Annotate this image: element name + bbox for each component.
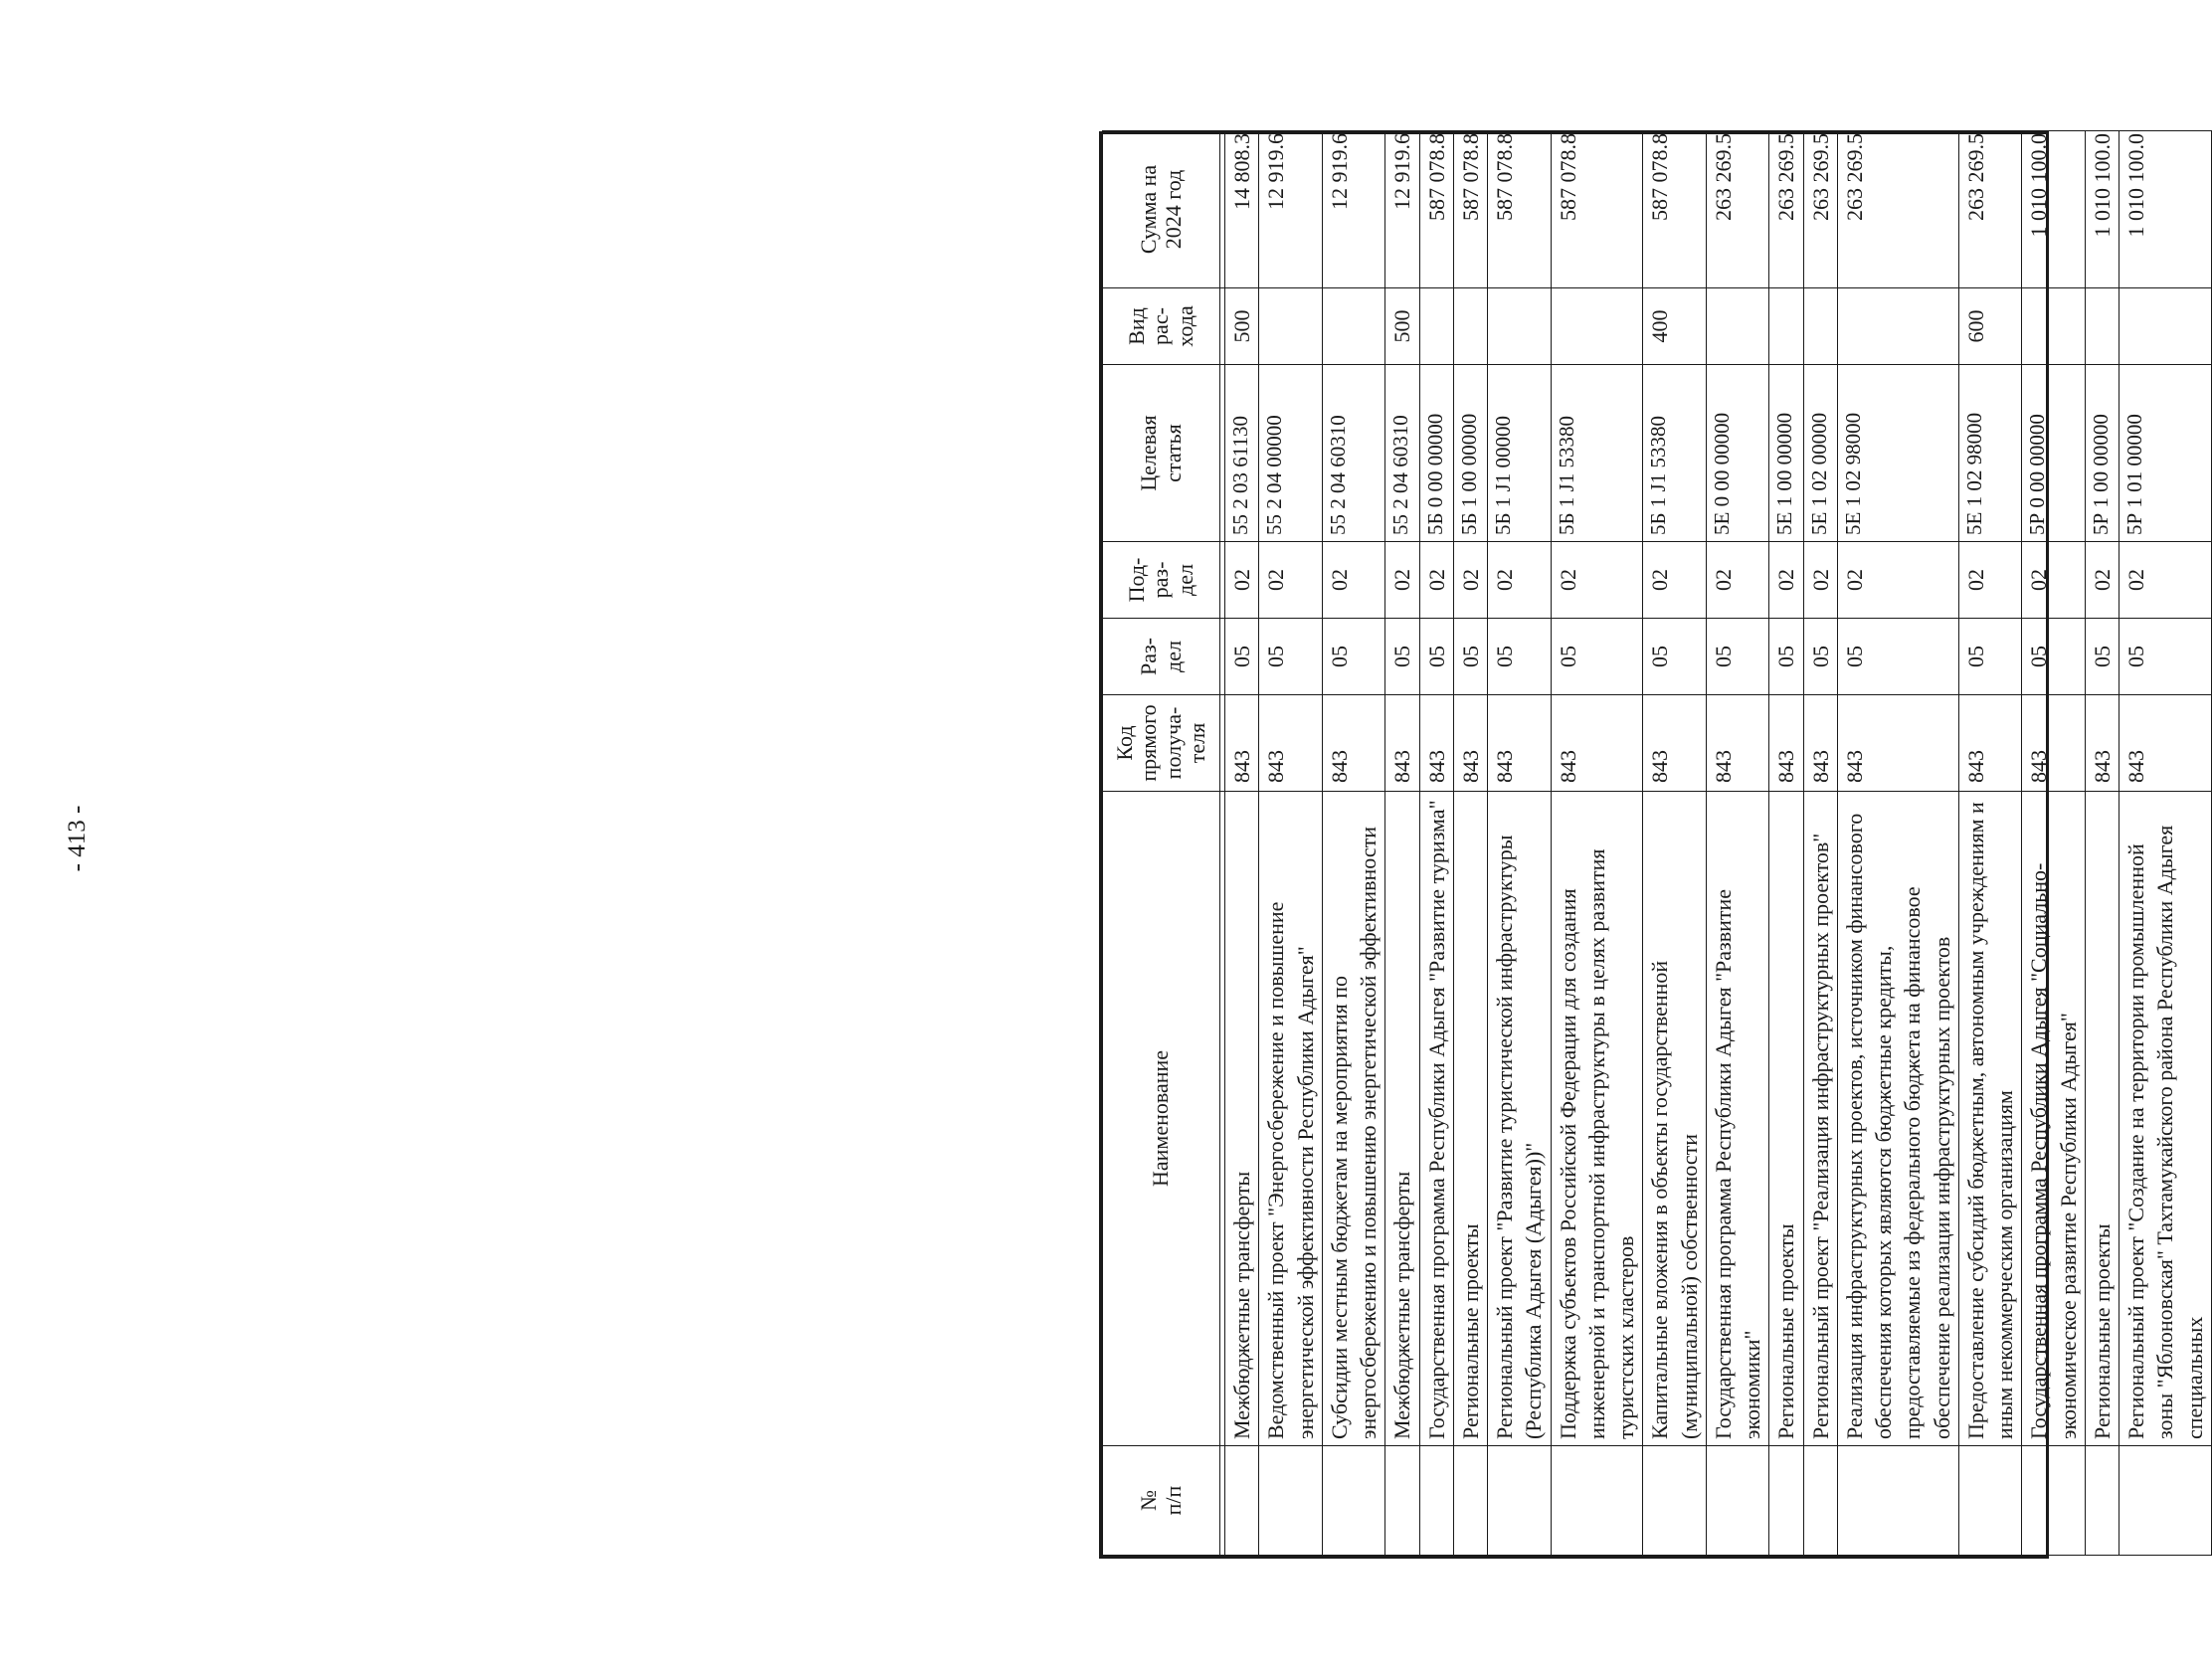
row-subsection: 02: [1385, 542, 1419, 619]
row-recipient-code: 843: [2120, 695, 2212, 792]
row-number: [1769, 1446, 1803, 1556]
budget-table-frame: [1099, 131, 2207, 1559]
row-subsection: 02: [1259, 542, 1323, 619]
row-expense-type: [1551, 288, 1643, 365]
row-subsection: 02: [1958, 542, 2022, 619]
row-sum: 263 269.5: [1803, 131, 1837, 288]
row-recipient-code: 843: [2022, 695, 2086, 792]
table-header-row: [1103, 131, 1220, 1556]
row-target-article: 5Б 1 J1 00000: [1488, 365, 1552, 542]
row-name: Реализация инфраструктурных проектов, источником финансового обеспечения которых являются бюджетные кредиты, предоставляемые из федерального бюджета на финансовое обеспечение реализации инфраструктурных проектов: [1837, 792, 1958, 1446]
row-expense-type: [1259, 288, 1323, 365]
row-expense-type: [1419, 288, 1453, 365]
row-target-article: 5Р 1 01 00000: [2120, 365, 2212, 542]
row-recipient-code: 843: [1837, 695, 1958, 792]
row-number: [1385, 1446, 1419, 1556]
row-expense-type: [1803, 288, 1837, 365]
row-sum: 1 010 100.0: [2085, 131, 2119, 288]
row-subsection: 02: [1551, 542, 1643, 619]
row-name: Субсидии местным бюджетам на мероприятия по энергосбережению и повышению энергетической эффективности: [1322, 792, 1385, 1446]
row-recipient-code: 843: [1551, 695, 1643, 792]
row-sum: 263 269.5: [1769, 131, 1803, 288]
row-name: Межбюджетные трансферты: [1225, 792, 1259, 1446]
row-recipient-code: 843: [1259, 695, 1323, 792]
row-number: [2085, 1446, 2119, 1556]
row-section: 05: [2085, 619, 2119, 695]
table-row: [1259, 131, 1323, 1556]
row-name: Капитальные вложения в объекты государственной (муниципальной) собственности: [1643, 792, 1707, 1446]
row-section: 05: [1958, 619, 2022, 695]
row-sum: 1 010 100.0: [2022, 131, 2086, 288]
row-subsection: 02: [2120, 542, 2212, 619]
row-recipient-code: 843: [1769, 695, 1803, 792]
row-subsection: 02: [1488, 542, 1552, 619]
row-section: 05: [1419, 619, 1453, 695]
row-section: 05: [1643, 619, 1707, 695]
row-section: 05: [1259, 619, 1323, 695]
row-section: 05: [1488, 619, 1552, 695]
row-target-article: 5Б 1 00 00000: [1453, 365, 1487, 542]
row-name: Предоставление субсидий бюджетным, автономным учреждениям и иным некоммерческим организациям: [1958, 792, 2022, 1446]
row-subsection: 02: [2085, 542, 2119, 619]
row-name: Региональный проект "Реализация инфраструктурных проектов": [1803, 792, 1837, 1446]
row-recipient-code: 843: [2085, 695, 2119, 792]
table-row: [1706, 131, 1769, 1556]
row-expense-type: 600: [1958, 288, 2022, 365]
row-sum: 263 269.5: [1706, 131, 1769, 288]
row-section: 05: [1225, 619, 1259, 695]
row-number: [1643, 1446, 1707, 1556]
row-target-article: 5Е 1 02 98000: [1958, 365, 2022, 542]
row-expense-type: 500: [1385, 288, 1419, 365]
row-recipient-code: 843: [1225, 695, 1259, 792]
row-section: 05: [1803, 619, 1837, 695]
table-row: [2120, 131, 2212, 1556]
row-recipient-code: 843: [1385, 695, 1419, 792]
table-row: [1769, 131, 1803, 1556]
row-section: 05: [1385, 619, 1419, 695]
row-target-article: 5Р 0 00 00000: [2022, 365, 2086, 542]
row-section: 05: [1769, 619, 1803, 695]
row-subsection: 02: [1419, 542, 1453, 619]
row-number: [1958, 1446, 2022, 1556]
row-number: [1225, 1446, 1259, 1556]
row-number: [2022, 1446, 2086, 1556]
row-expense-type: [2022, 288, 2086, 365]
row-number: [1551, 1446, 1643, 1556]
row-sum: 263 269.5: [1958, 131, 2022, 288]
row-recipient-code: 843: [1419, 695, 1453, 792]
row-expense-type: [1453, 288, 1487, 365]
row-target-article: 5Б 1 J1 53380: [1643, 365, 1707, 542]
row-target-article: 5Б 1 J1 53380: [1551, 365, 1643, 542]
row-expense-type: [1706, 288, 1769, 365]
table-row: [2022, 131, 2086, 1556]
header-recipient-code: Код прямого получа- теля: [1103, 695, 1220, 792]
row-sum: 12 919.6: [1259, 131, 1323, 288]
table-row: [1385, 131, 1419, 1556]
row-name: Региональные проекты: [1453, 792, 1487, 1446]
row-sum: 587 078.8: [1643, 131, 1707, 288]
row-recipient-code: 843: [1958, 695, 2022, 792]
row-expense-type: [2120, 288, 2212, 365]
row-target-article: 5Е 1 00 00000: [1769, 365, 1803, 542]
row-recipient-code: 843: [1643, 695, 1707, 792]
row-sum: 14 808.3: [1225, 131, 1259, 288]
row-target-article: 5Р 1 00 00000: [2085, 365, 2119, 542]
row-sum: 587 078.8: [1551, 131, 1643, 288]
row-recipient-code: 843: [1803, 695, 1837, 792]
table-row: [1803, 131, 1837, 1556]
row-recipient-code: 843: [1706, 695, 1769, 792]
table-row: [1551, 131, 1643, 1556]
table-row: [1322, 131, 1385, 1556]
row-number: [1706, 1446, 1769, 1556]
row-target-article: 55 2 04 60310: [1385, 365, 1419, 542]
row-number: [1322, 1446, 1385, 1556]
row-expense-type: [1769, 288, 1803, 365]
row-section: 05: [1453, 619, 1487, 695]
row-target-article: 5Е 0 00 00000: [1706, 365, 1769, 542]
row-sum: 587 078.8: [1419, 131, 1453, 288]
row-number: [2120, 1446, 2212, 1556]
row-target-article: 55 2 03 61130: [1225, 365, 1259, 542]
row-name: Ведомственный проект "Энергосбережение и повышение энергетической эффективности Республики Адыгея": [1259, 792, 1323, 1446]
row-recipient-code: 843: [1322, 695, 1385, 792]
row-target-article: 55 2 04 60310: [1322, 365, 1385, 542]
row-sum: 12 919.6: [1385, 131, 1419, 288]
row-name: Региональный проект "Развитие туристической инфраструктуры (Республика Адыгея (Адыгея))": [1488, 792, 1552, 1446]
header-section: Раз- дел: [1103, 619, 1220, 695]
row-number: [1419, 1446, 1453, 1556]
row-subsection: 02: [1706, 542, 1769, 619]
row-section: 05: [1322, 619, 1385, 695]
row-name: Региональный проект "Создание на территории промышленной зоны "Яблоновская" Тахтамукайского района Республики Адыгея специальных: [2120, 792, 2212, 1446]
row-target-article: 55 2 04 00000: [1259, 365, 1323, 542]
row-subsection: 02: [1322, 542, 1385, 619]
row-target-article: 5Е 1 02 98000: [1837, 365, 1958, 542]
row-sum: 1 010 100.0: [2120, 131, 2212, 288]
row-section: 05: [1706, 619, 1769, 695]
row-subsection: 02: [1803, 542, 1837, 619]
row-number: [1488, 1446, 1552, 1556]
table-row: [2085, 131, 2119, 1556]
table-row: [1643, 131, 1707, 1556]
budget-table: [1102, 130, 2212, 1556]
row-section: 05: [1837, 619, 1958, 695]
header-subsection: Под- раз- дел: [1103, 542, 1220, 619]
row-expense-type: [1322, 288, 1385, 365]
table-row: [1419, 131, 1453, 1556]
row-name: Государственная программа Республики Адыгея "Социально-экономическое развитие Республики Адыгея": [2022, 792, 2086, 1446]
row-recipient-code: 843: [1488, 695, 1552, 792]
row-subsection: 02: [1225, 542, 1259, 619]
row-sum: 263 269.5: [1837, 131, 1958, 288]
header-target-article: Целевая статья: [1103, 365, 1220, 542]
row-name: Региональные проекты: [1769, 792, 1803, 1446]
row-recipient-code: 843: [1453, 695, 1487, 792]
row-subsection: 02: [1837, 542, 1958, 619]
header-sum-2024: Сумма на 2024 год: [1103, 131, 1220, 288]
row-sum: 12 919.6: [1322, 131, 1385, 288]
row-subsection: 02: [1453, 542, 1487, 619]
table-row: [1958, 131, 2022, 1556]
row-target-article: 5Е 1 02 00000: [1803, 365, 1837, 542]
table-row: [1488, 131, 1552, 1556]
header-number: № п/п: [1103, 1446, 1220, 1556]
table-row: [1837, 131, 1958, 1556]
row-number: [1803, 1446, 1837, 1556]
table-row: [1453, 131, 1487, 1556]
row-number: [1453, 1446, 1487, 1556]
row-expense-type: [1488, 288, 1552, 365]
page-number: - 413 -: [64, 805, 91, 872]
row-name: Государственная программа Республики Адыгея "Развитие туризма": [1419, 792, 1453, 1446]
row-sum: 587 078.8: [1453, 131, 1487, 288]
row-section: 05: [2022, 619, 2086, 695]
row-subsection: 02: [1769, 542, 1803, 619]
row-expense-type: 500: [1225, 288, 1259, 365]
row-section: 05: [1551, 619, 1643, 695]
row-name: Государственная программа Республики Адыгея "Развитие экономики": [1706, 792, 1769, 1446]
row-target-article: 5Б 0 00 00000: [1419, 365, 1453, 542]
row-subsection: 02: [1643, 542, 1707, 619]
row-name: Межбюджетные трансферты: [1385, 792, 1419, 1446]
header-expense-type: Вид рас- хода: [1103, 288, 1220, 365]
row-name: Региональные проекты: [2085, 792, 2119, 1446]
row-expense-type: 400: [1643, 288, 1707, 365]
row-section: 05: [2120, 619, 2212, 695]
table-row: [1225, 131, 1259, 1556]
header-name: Наименование: [1103, 792, 1220, 1446]
row-expense-type: [2085, 288, 2119, 365]
row-sum: 587 078.8: [1488, 131, 1552, 288]
row-subsection: 02: [2022, 542, 2086, 619]
row-expense-type: [1837, 288, 1958, 365]
row-number: [1259, 1446, 1323, 1556]
row-number: [1837, 1446, 1958, 1556]
row-name: Поддержка субъектов Российской Федерации для создания инженерной и транспортной инфраструктуры в целях развития туристских кластеров: [1551, 792, 1643, 1446]
